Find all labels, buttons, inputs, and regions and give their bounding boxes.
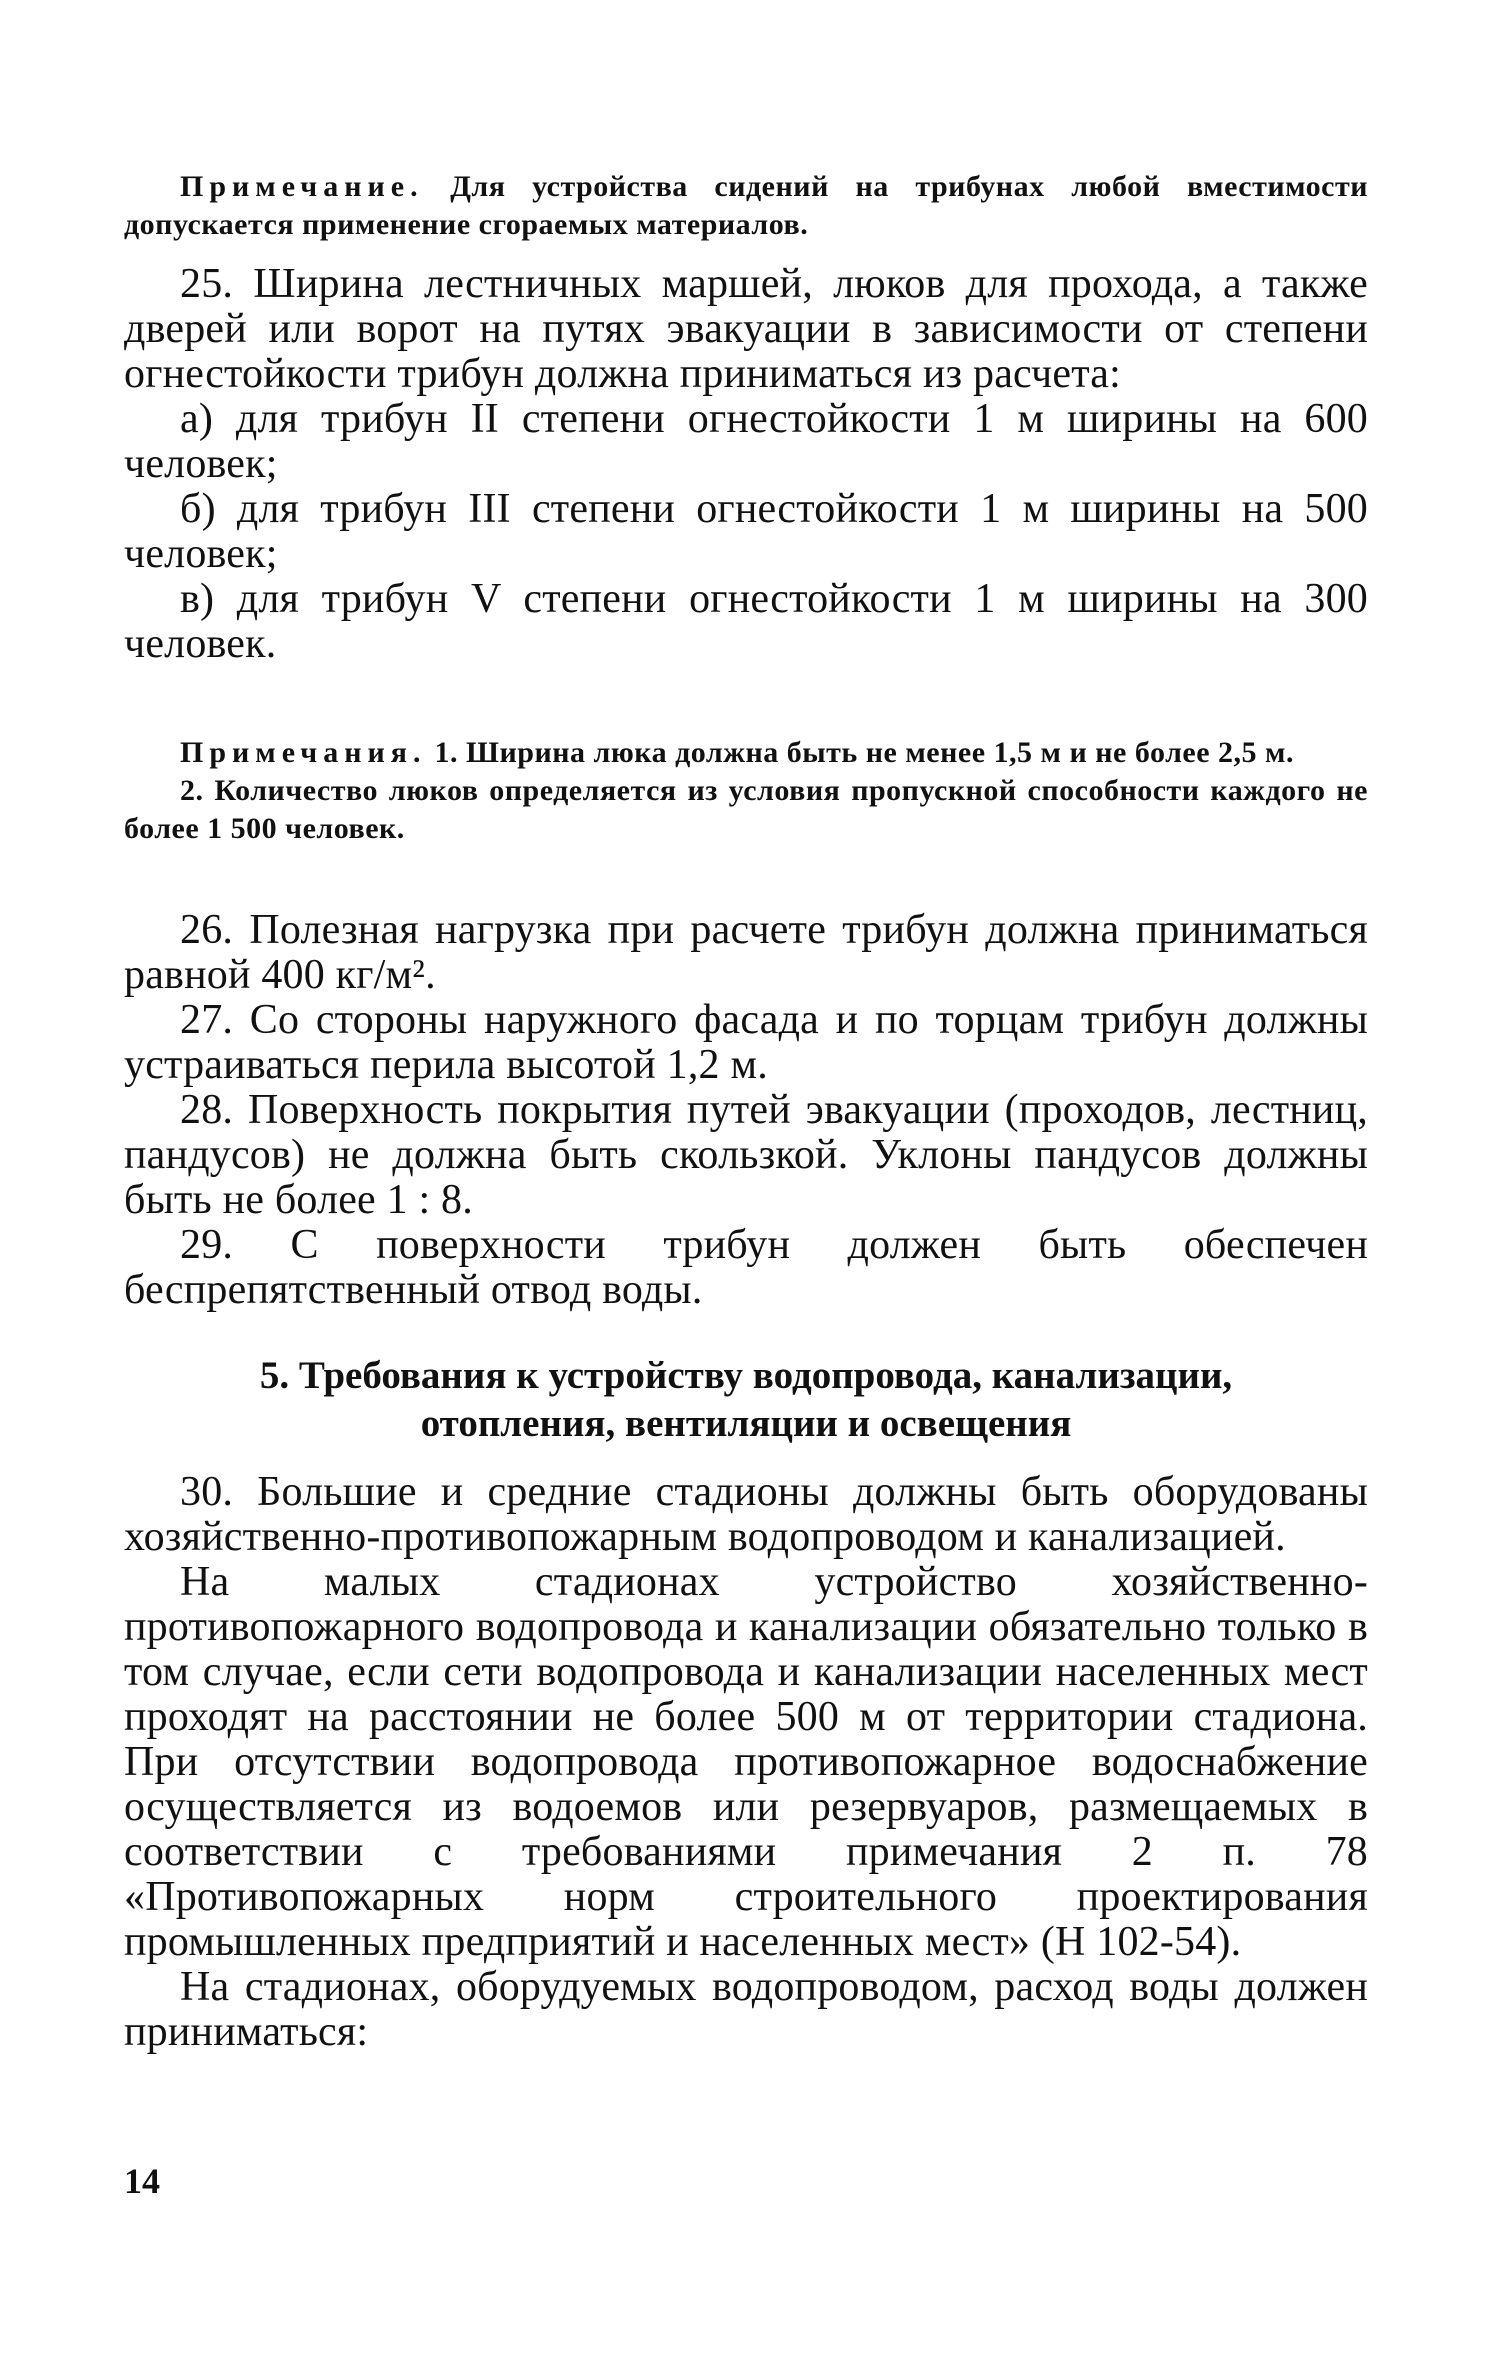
notes-paragraph-1 xyxy=(124,734,1368,772)
clause-25-item-c: в) для трибун V степени огнестойкости 1 м ширины на 300 человек. xyxy=(124,576,1368,667)
section-heading-line-1: 5. Требования к устройству водопровода, канализации, xyxy=(259,1354,1233,1397)
clause-25 xyxy=(124,262,1368,667)
clause-25-item-b: б) для трибун III степени огнестойкости 1 м ширины на 500 человек; xyxy=(124,486,1368,577)
clause-29: 29. С поверхности трибун должен быть обеспечен беспрепятственный отвод воды. xyxy=(124,1222,1368,1313)
clause-30-para-1: 30. Большие и средние стадионы должны быть оборудованы хозяйственно-противопожарным водопроводом и канализацией. xyxy=(124,1469,1368,1560)
notes-block xyxy=(124,734,1368,848)
clause-27: 27. Со стороны наружного фасада и по торцам трибун должны устраиваться перила высотой 1,2 м. xyxy=(124,997,1368,1088)
section-heading-line-2: отопления, вентиляции и освещения xyxy=(420,1402,1072,1445)
clause-30-para-2: На малых стадионах устройство хозяйственно-противопожарного водопровода и канализации обязательно только в том случае, если сети водопровода и канализации населенных мест проходят на расстоянии не более 500 м от территории стадиона. При отсутствии водопровода противопожарное водоснабжение осуществляется из водоемов или резервуаров, размещаемых в соответствии с требованиями примечания 2 п. 78 «Противопожарных норм строительного проектирования промышленных предприятий и населенных мест» (Н 102-54). xyxy=(124,1559,1368,1965)
notes-lead: Примечания. xyxy=(180,736,427,769)
note-lead: Примечание. xyxy=(180,170,424,203)
clause-30-para-3: На стадионах, оборудуемых водопроводом, расход воды должен приниматься: xyxy=(124,1964,1368,2055)
clause-28: 28. Поверхность покрытия путей эвакуации (проходов, лестниц, пандусов) не должна быть скользкой. Уклоны пандусов должны быть не более 1 : 8. xyxy=(124,1087,1368,1223)
clause-25-item-a: а) для трибун II степени огнестойкости 1 м ширины на 600 человек; xyxy=(124,396,1368,487)
clause-30 xyxy=(124,1470,1368,2055)
page-number: 14 xyxy=(124,2161,160,2201)
clause-26: 26. Полезная нагрузка при расчете трибун должна приниматься равной 400 кг/м². xyxy=(124,907,1368,998)
clauses-26-29 xyxy=(124,908,1368,1313)
section-heading xyxy=(124,1352,1368,1448)
note-text: Для устройства сидений на трибунах любой вместимости допускается применение сгораемых материалов. xyxy=(124,170,1368,241)
clause-25-intro: 25. Ширина лестничных маршей, люков для прохода, а также дверей или ворот на путях эвакуации в зависимости от степени огнестойкости трибун должна приниматься из расчета: xyxy=(124,261,1368,397)
note-paragraph xyxy=(124,168,1368,244)
notes-item-2: 2. Количество люков определяется из условия пропускной способности каждого не более 1 500 человек. xyxy=(124,774,1368,845)
notes-item-1: 1. Ширина люка должна быть не менее 1,5 м и не более 2,5 м. xyxy=(426,736,1294,769)
top-note xyxy=(124,168,1368,244)
